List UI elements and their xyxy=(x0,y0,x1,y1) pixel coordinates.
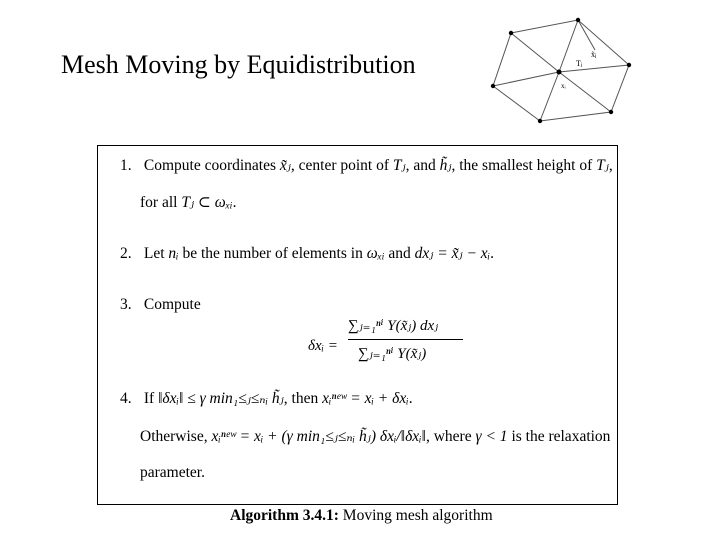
mesh-center-node xyxy=(557,70,562,75)
step-number: 2. xyxy=(120,245,132,262)
algorithm-box: 1. Compute coordinates x̃ⱼ, center point of Tⱼ, and h̃ⱼ, the smallest height of Tⱼ, for all Tⱼ ⊂ ωₓᵢ. 2. Let nᵢ be the number of elements in ωₓᵢ and dxⱼ = x̃ⱼ − xᵢ. 3. Compute δxᵢ = ∑ⱼ₌₁ⁿⁱ Υ(x̃ⱼ) dxⱼ ∑ⱼ₌₁ⁿⁱ Υ(x̃ⱼ) 4. If ‖δxᵢ‖ ≤ γ min₁≤ⱼ≤ₙᵢ h̃ⱼ, then xᵢⁿᵉʷ = xᵢ + δxᵢ. Otherwise, xᵢⁿᵉʷ = xᵢ + (γ min₁≤ⱼ≤ₙᵢ h̃ⱼ) δxᵢ/‖δxᵢ‖, where γ < 1 is the relaxation parameter. xyxy=(97,145,618,505)
mesh-diagram xyxy=(485,15,635,130)
mesh-node xyxy=(576,18,580,22)
mesh-node xyxy=(491,84,495,88)
fraction-bar xyxy=(348,339,463,340)
step-number: 4. xyxy=(120,390,132,407)
step-3: 3. Compute xyxy=(120,296,201,313)
step-2: 2. Let nᵢ be the number of elements in ωₓᵢ and dxⱼ = x̃ⱼ − xᵢ. xyxy=(120,245,494,262)
formula-denominator: ∑ⱼ₌₁ⁿⁱ Υ(x̃ⱼ) xyxy=(358,346,427,362)
step-4-line-3: parameter. xyxy=(140,464,205,481)
page-title: Mesh Moving by Equidistribution xyxy=(61,50,416,79)
label-node-j: x̃ⱼ xyxy=(591,50,597,59)
step-1: 1. Compute coordinates x̃ⱼ, center point of Tⱼ, and h̃ⱼ, the smallest height of Tⱼ, xyxy=(120,157,613,174)
step-1-line-2: for all Tⱼ ⊂ ωₓᵢ. xyxy=(140,194,237,211)
step-4-line-2: Otherwise, xᵢⁿᵉʷ = xᵢ + (γ min₁≤ⱼ≤ₙᵢ h̃ⱼ) δxᵢ/‖δxᵢ‖, where γ < 1 is the relaxation xyxy=(140,428,611,445)
formula-numerator: ∑ⱼ₌₁ⁿⁱ Υ(x̃ⱼ) dxⱼ xyxy=(348,318,439,334)
step-number: 1. xyxy=(120,157,132,174)
mesh-node xyxy=(509,31,513,35)
algorithm-caption: Algorithm 3.4.1: Moving mesh algorithm xyxy=(230,507,493,524)
mesh-node xyxy=(627,63,631,67)
step-number: 3. xyxy=(120,296,132,313)
label-elem: Tⱼ xyxy=(576,59,583,68)
mesh-node xyxy=(609,110,613,114)
label-node-i: xᵢ xyxy=(561,82,566,90)
step-4: 4. If ‖δxᵢ‖ ≤ γ min₁≤ⱼ≤ₙᵢ h̃ⱼ, then xᵢⁿᵉʷ = xᵢ + δxᵢ. xyxy=(120,390,413,407)
mesh-node xyxy=(538,119,542,123)
